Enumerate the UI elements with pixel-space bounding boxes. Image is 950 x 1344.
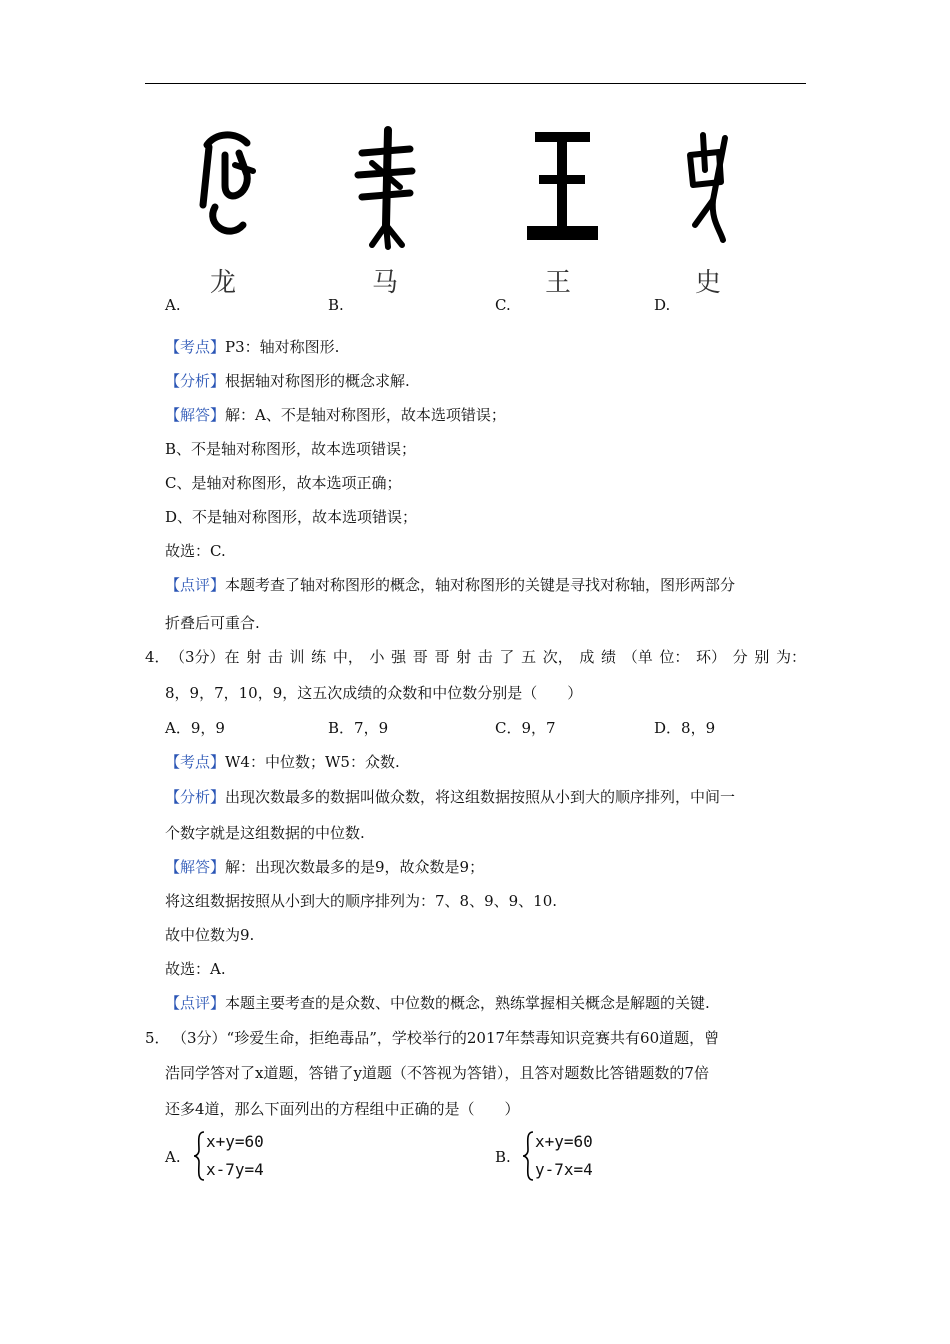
stem-word: 为： — [775, 648, 806, 666]
fenxi-tag: 【分析】 — [165, 788, 226, 806]
stem-word: 小 — [369, 648, 385, 666]
q4-option-d: D．8，9 — [654, 719, 716, 737]
q3-jieda — [165, 404, 506, 425]
q5-option-b-eq-2: y-7x=4 — [535, 1160, 593, 1179]
fenxi-text: 出现次数最多的数据叫做众数，将这组数据按照从小到大的顺序排列，中间一 — [225, 788, 736, 806]
q4-jieda-line-3: 故中位数为9. — [165, 926, 255, 944]
dianping-text: 本题主要考查的是众数、中位数的概念，熟练掌握相关概念是解题的关键. — [225, 994, 710, 1012]
q3-kaodian — [165, 336, 339, 357]
q5-option-a-label: A. — [165, 1148, 181, 1166]
header-rule — [145, 83, 806, 84]
q4-dianping — [165, 992, 710, 1013]
stem-word: 中， — [332, 648, 363, 666]
q4-stem-line-1 — [170, 646, 806, 667]
stem-word: 绩 — [601, 648, 617, 666]
stem-word: 成 — [579, 648, 595, 666]
option-a-label: A. — [165, 296, 181, 314]
stem-word: 了 — [499, 648, 515, 666]
glyph-image-shi — [685, 130, 735, 245]
q4-fenxi — [165, 786, 735, 807]
kaodian-tag: 【考点】 — [165, 753, 226, 771]
dianping-text: 本题考查了轴对称图形的概念，轴对称图形的关键是寻找对称轴，图形两部分 — [225, 576, 736, 594]
kaodian-text: P3：轴对称图形. — [225, 338, 340, 356]
q4-jieda-line-2: 将这组数据按照从小到大的顺序排列为：7、8、9、9、10. — [165, 892, 558, 910]
glyph-caption-b: 马 — [372, 268, 400, 298]
fenxi-text: 根据轴对称图形的概念求解. — [225, 372, 410, 390]
stem-word: 分 — [732, 648, 748, 666]
q5-option-a-eq-2: x-7y=4 — [206, 1160, 264, 1179]
stem-word: 击 — [477, 648, 493, 666]
q4-option-c: C．9，7 — [495, 719, 556, 737]
q4-jieda-line-4: 故选：A. — [165, 960, 226, 978]
jieda-tag: 【解答】 — [165, 406, 226, 424]
kaodian-text: W4：中位数；W5：众数. — [225, 753, 400, 771]
stem-word: 强 — [391, 648, 407, 666]
stem-word: 训 — [289, 648, 305, 666]
option-c-label: C. — [495, 296, 511, 314]
jieda-tag: 【解答】 — [165, 858, 226, 876]
q4-number: 4． — [145, 648, 170, 666]
glyph-caption-a: 龙 — [210, 268, 238, 298]
stem-word: 射 — [246, 648, 262, 666]
q4-fenxi-line-2: 个数字就是这组数据的中位数. — [165, 824, 365, 842]
stem-word: 五 — [521, 648, 537, 666]
dianping-tag: 【点评】 — [165, 576, 226, 594]
stem-word: （单 — [622, 648, 653, 666]
q3-fenxi — [165, 370, 410, 391]
fenxi-tag: 【分析】 — [165, 372, 226, 390]
q4-stem-line-2: 8，9，7，10，9，这五次成绩的众数和中位数分别是（ ） — [165, 684, 583, 702]
q5-stem-line-1: （3分）“珍爱生命，拒绝毒品”，学校举行的2017年禁毒知识竞赛共有60道题，曾 — [172, 1029, 720, 1047]
q5-option-b-brace — [521, 1130, 535, 1182]
q5-stem-line-2: 浩同学答对了x道题，答错了y道题（不答视为答错），且答对题数比答错题数的7倍 — [165, 1064, 709, 1082]
stem-word: 别 — [754, 648, 770, 666]
glyph-image-wang — [525, 130, 600, 245]
q4-jieda — [165, 856, 484, 877]
option-b-label: B. — [328, 296, 344, 314]
q3-jieda-line-2: B、不是轴对称图形，故本选项错误； — [165, 440, 417, 458]
q4-option-b: B．7，9 — [328, 719, 389, 737]
stem-word: 射 — [456, 648, 472, 666]
stem-word: （3分）在 — [170, 648, 240, 666]
q3-dianping-line-2: 折叠后可重合. — [165, 614, 260, 632]
q3-jieda-line-3: C、是轴对称图形，故本选项正确； — [165, 474, 402, 492]
q5-option-a-brace — [192, 1130, 206, 1182]
kaodian-tag: 【考点】 — [165, 338, 226, 356]
stem-word: 环） — [696, 648, 727, 666]
q5-option-b-eq-1: x+y=60 — [535, 1132, 593, 1151]
q5-number: 5． — [145, 1029, 170, 1047]
q5-option-a-eq-1: x+y=60 — [206, 1132, 264, 1151]
glyph-image-ma — [350, 125, 420, 250]
glyph-caption-d: 史 — [695, 268, 723, 298]
glyph-caption-c: 王 — [545, 268, 573, 298]
stem-word: 击 — [267, 648, 283, 666]
q3-jieda-line-5: 故选：C. — [165, 542, 226, 560]
q5-option-b-label: B. — [495, 1148, 511, 1166]
stem-word: 次， — [542, 648, 573, 666]
q4-option-a: A．9，9 — [165, 719, 225, 737]
glyph-image-long — [195, 125, 265, 245]
stem-word: 哥 — [412, 648, 428, 666]
q3-jieda-line-4: D、不是轴对称图形，故本选项错误； — [165, 508, 418, 526]
stem-word: 位： — [659, 648, 690, 666]
q4-kaodian — [165, 751, 400, 772]
q3-dianping — [165, 574, 735, 595]
q5-stem-line-3: 还多4道，那么下面列出的方程组中正确的是（ ） — [165, 1100, 520, 1118]
stem-word: 哥 — [434, 648, 450, 666]
dianping-tag: 【点评】 — [165, 994, 226, 1012]
jieda-line: 解：A、不是轴对称图形，故本选项错误； — [225, 406, 506, 424]
stem-word: 练 — [311, 648, 327, 666]
option-d-label: D. — [654, 296, 671, 314]
jieda-line: 解：出现次数最多的是9，故众数是9； — [225, 858, 485, 876]
